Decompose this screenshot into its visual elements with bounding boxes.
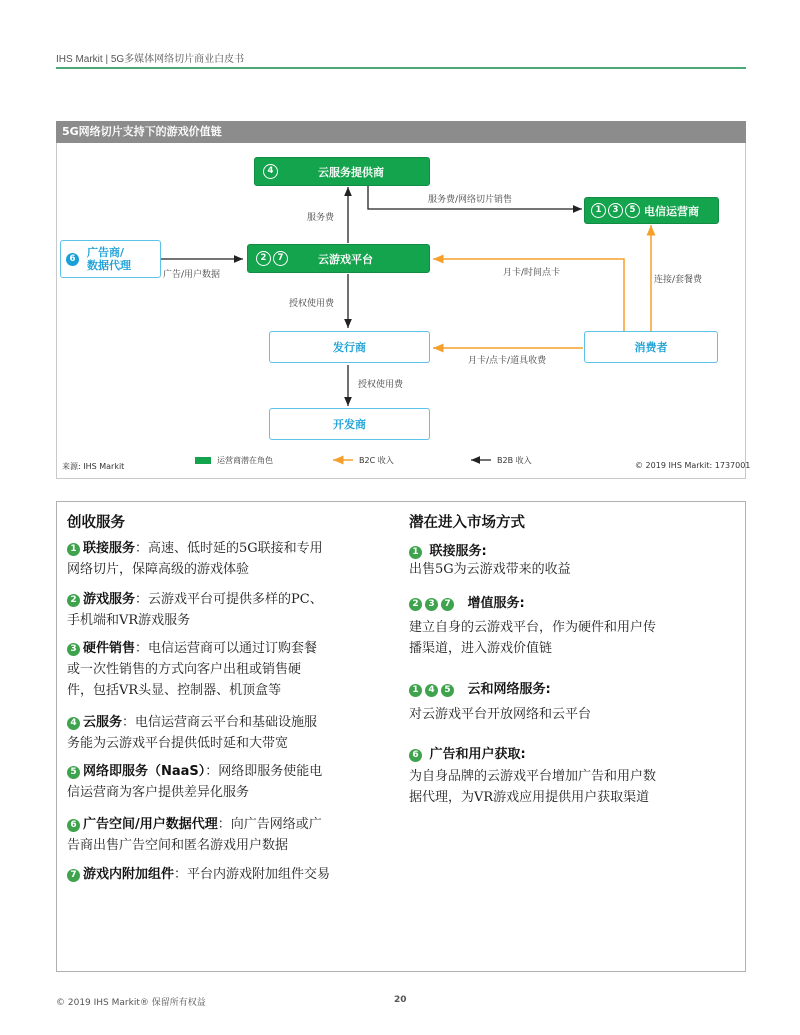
- item-head: 增值服务:: [467, 596, 525, 611]
- revenue-item: [67, 814, 397, 856]
- num-badge: 4: [425, 684, 438, 697]
- edge-label: 服务费/网络切片销售: [428, 195, 513, 205]
- num-badge: 6: [409, 749, 422, 762]
- item-head: 云服务: [83, 715, 123, 730]
- item-text: 信运营商为客户提供差异化服务: [67, 785, 250, 800]
- revenue-title: 创收服务: [67, 515, 125, 531]
- edge-label: 服务费: [307, 213, 335, 223]
- market-item-head: [409, 678, 551, 697]
- market-item-text: [409, 704, 739, 725]
- num-badge: 3: [425, 598, 438, 611]
- node-label: [87, 246, 131, 272]
- num-badge: 4: [263, 164, 278, 179]
- num-badge: 3: [608, 203, 623, 218]
- item-text: 建立自身的云游戏平台，作为硬件和用户传: [409, 620, 657, 635]
- revenue-item: [67, 638, 397, 701]
- legend-b2c-label: B2C 收入: [359, 456, 394, 465]
- num-badge: 7: [441, 598, 454, 611]
- num-badge: 3: [67, 643, 80, 656]
- item-text: ：向广告网络或广: [217, 817, 322, 832]
- item-text: 手机端和VR游戏服务: [67, 613, 191, 628]
- item-text: ：网络即服务使能电: [205, 764, 323, 779]
- legend-green-swatch: [195, 457, 211, 464]
- item-text: 网络切片，保障高级的游戏体验: [67, 562, 250, 577]
- item-head: 云和网络服务:: [467, 682, 551, 697]
- footer-copyright: © 2019 IHS Markit® 保留所有权益: [56, 998, 206, 1008]
- market-item-text: [409, 766, 739, 808]
- num-badge: 2: [256, 251, 271, 266]
- node-label: 云游戏平台: [318, 252, 373, 266]
- node-label: 电信运营商: [644, 204, 699, 218]
- edge-label: 月卡/时间点卡: [503, 268, 561, 278]
- node-label: 发行商: [333, 341, 366, 354]
- item-text: 件，包括VR头显、控制器、机顶盒等: [67, 683, 282, 698]
- num-badge: 2: [409, 598, 422, 611]
- item-text: ：电信运营商可以通过订购套餐: [135, 641, 318, 656]
- edge-label: 授权使用费: [289, 299, 335, 309]
- node-developer: [269, 408, 430, 440]
- item-head: 网络即服务（NaaS）: [83, 764, 206, 779]
- item-text: 对云游戏平台开放网络和云平台: [409, 707, 592, 722]
- num-badge: 5: [67, 766, 80, 779]
- item-head: 联接服务: [83, 541, 136, 556]
- legend-green-label: 运营商潜在角色: [217, 456, 273, 465]
- market-item-head: [409, 592, 525, 611]
- num-badge: 7: [67, 869, 80, 882]
- market-item-head: [409, 540, 487, 559]
- node-telecom: [584, 197, 719, 224]
- running-header: [56, 50, 244, 65]
- node-consumer: [584, 331, 718, 363]
- num-badge: 6: [66, 253, 79, 266]
- node-label-line: 广告商/: [87, 246, 125, 259]
- node-publisher: [269, 331, 430, 363]
- market-item-text: [409, 559, 739, 580]
- num-badge: 1: [409, 546, 422, 559]
- market-item-head: [409, 743, 526, 762]
- node-label: 消费者: [634, 341, 668, 354]
- edge-label: 连接/套餐费: [654, 275, 703, 285]
- item-text: 播渠道，进入游戏价值链: [409, 641, 553, 656]
- item-head: 广告空间/用户数据代理: [83, 817, 218, 832]
- header-separator: |: [105, 54, 111, 65]
- num-badge: 1: [409, 684, 422, 697]
- figure-area: [56, 143, 751, 479]
- item-head: 硬件销售: [83, 641, 136, 656]
- edge-label: 授权使用费: [358, 380, 404, 390]
- node-label-line: 数据代理: [87, 259, 131, 272]
- item-text: 出售5G为云游戏带来的收益: [409, 562, 571, 577]
- legend-b2b-label: B2B 收入: [497, 456, 532, 465]
- num-badge: 1: [67, 543, 80, 556]
- figure-source: 来源: IHS Markit: [62, 462, 125, 471]
- num-badge: 5: [441, 684, 454, 697]
- item-text: 为自身品牌的云游戏平台增加广告和用户数: [409, 769, 657, 784]
- edge-label: 广告/用户数据: [163, 270, 221, 280]
- item-head: 联接服务:: [429, 544, 487, 559]
- item-head: 游戏服务: [83, 592, 136, 607]
- node-ad-agency: [60, 240, 161, 278]
- page-number: 20: [394, 995, 407, 1005]
- revenue-item: [67, 864, 397, 885]
- num-badge: 4: [67, 717, 80, 730]
- num-badge: 2: [67, 594, 80, 607]
- item-head: 游戏内附加组件: [83, 867, 175, 882]
- revenue-item: [67, 538, 397, 580]
- market-title: 潜在进入市场方式: [409, 515, 525, 531]
- node-cloud-game-platform: [247, 244, 430, 273]
- header-brand: IHS Markit: [56, 54, 103, 65]
- market-item-text: [409, 617, 739, 659]
- item-text: ：高速、低时延的5G联接和专用: [135, 541, 323, 556]
- figure-title: 5G网络切片支持下的游戏价值链: [56, 121, 746, 143]
- item-text: 告商出售广告空间和匿名游戏用户数据: [67, 838, 289, 853]
- figure-copyright: © 2019 IHS Markit: 1737001: [635, 461, 751, 470]
- item-text: 务能为云游戏平台提供低时延和大带宽: [67, 736, 289, 751]
- header-rule: [56, 67, 746, 69]
- num-badge: 7: [273, 251, 288, 266]
- item-text: ：平台内游戏附加组件交易: [174, 867, 331, 882]
- num-badge: 5: [625, 203, 640, 218]
- item-head: 广告和用户获取:: [429, 747, 526, 762]
- edge-label: 月卡/点卡/道具收费: [468, 356, 547, 366]
- services-box: [56, 501, 746, 972]
- revenue-item: [67, 589, 397, 631]
- node-cloud-provider: [254, 157, 430, 186]
- node-label: 开发商: [333, 418, 366, 431]
- revenue-item: [67, 761, 397, 803]
- num-badge: 6: [67, 819, 80, 832]
- item-text: 或一次性销售的方式向客户出租或销售硬: [67, 662, 302, 677]
- item-text: 据代理，为VR游戏应用提供用户获取渠道: [409, 790, 650, 805]
- item-text: ：云游戏平台可提供多样的PC、: [135, 592, 323, 607]
- num-badge: 1: [591, 203, 606, 218]
- header-title: 5G多媒体网络切片商业白皮书: [110, 54, 245, 65]
- item-text: ：电信运营商云平台和基础设施服: [122, 715, 318, 730]
- node-label: 云服务提供商: [318, 165, 384, 179]
- revenue-item: [67, 712, 397, 754]
